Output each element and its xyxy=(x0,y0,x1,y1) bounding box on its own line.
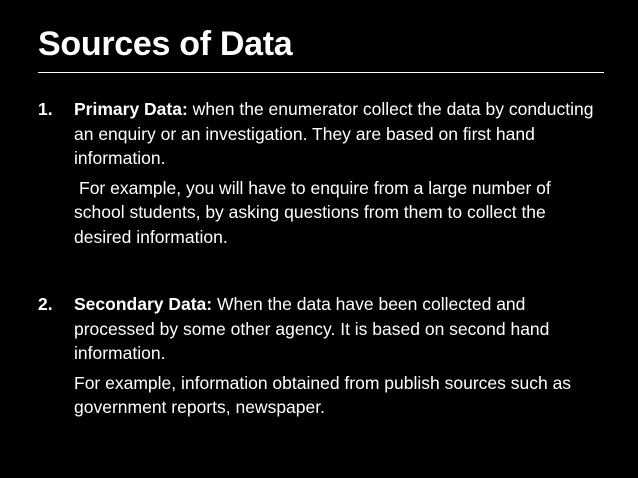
item-heading: Secondary Data: xyxy=(74,294,213,314)
item-example: For example, you will have to enquire from a large number of school students, by asking questions from them to collect the desired information. xyxy=(74,177,551,247)
item-number: 2. xyxy=(38,294,53,314)
item-definition: when the enumerator collect the data by conducting an enquiry or an investigation. They are based on first hand information. xyxy=(74,99,594,168)
item-definition: When the data have been collected and processed by some other agency. It is based on second hand information. xyxy=(74,294,550,363)
item-number: 1. xyxy=(38,99,53,119)
list-item-primary-data xyxy=(38,97,603,249)
slide-title: Sources of Data xyxy=(38,25,293,63)
item-example-paragraph xyxy=(74,176,603,250)
item-content xyxy=(74,292,603,420)
title-divider xyxy=(38,72,604,73)
item-heading: Primary Data: xyxy=(74,99,188,119)
item-definition-paragraph xyxy=(74,292,603,366)
item-example-paragraph xyxy=(74,371,603,420)
item-definition-paragraph xyxy=(74,97,603,171)
item-example: For example, information obtained from publish sources such as government reports, newspaper. xyxy=(74,372,572,417)
list-item-secondary-data xyxy=(38,292,603,420)
item-content xyxy=(74,97,603,249)
